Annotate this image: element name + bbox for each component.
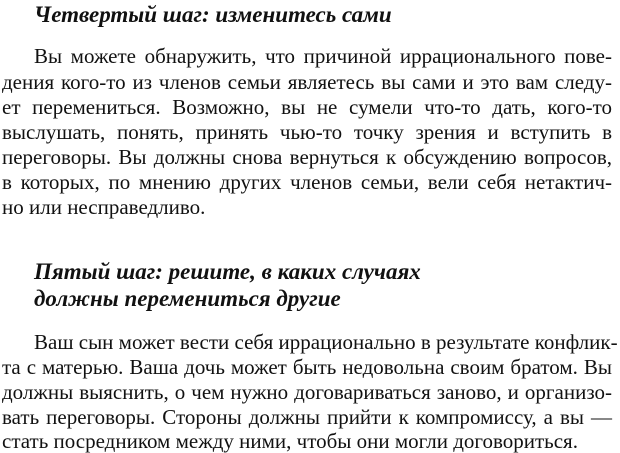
section-heading-step-five-line1: Пятый шаг: решите, в каких случаях xyxy=(34,259,421,284)
text-line: переговоры. Вы должны снова вернуться к обсуждению вопросов, xyxy=(2,145,612,169)
text-line: та с матерью. Ваша дочь может быть недовольна своим братом. Вы xyxy=(2,355,612,379)
text-line: Вы можете обнаружить, что причиной иррационального пове- xyxy=(34,44,612,68)
text-line: стать посредником между ними, чтобы они могли договориться. xyxy=(2,429,578,453)
text-line: но или несправедливо. xyxy=(2,195,206,219)
text-line: ет перемениться. Возможно, вы не сумели что-то дать, кого-то xyxy=(2,95,612,119)
section-heading-step-five-line2: должны перемениться другие xyxy=(34,286,341,311)
text-line: в которых, по мнению других членов семьи, вели себя нетактич- xyxy=(2,170,612,194)
text-line: должны выяснить, о чем нужно договариваться заново, и организо- xyxy=(2,380,612,404)
text-line: дения кого-то из членов семьи являетесь вы сами и это вам следу- xyxy=(2,70,612,94)
text-line: Ваш сын может вести себя иррационально в результате конфлик- xyxy=(34,330,618,354)
text-line: вать переговоры. Стороны должны прийти к компромиссу, а вы — xyxy=(2,405,612,429)
text-line: выслушать, понять, принять чью-то точку зрения и вступить в xyxy=(2,120,612,144)
section-heading-step-four: Четвертый шаг: изменитесь сами xyxy=(34,2,392,27)
